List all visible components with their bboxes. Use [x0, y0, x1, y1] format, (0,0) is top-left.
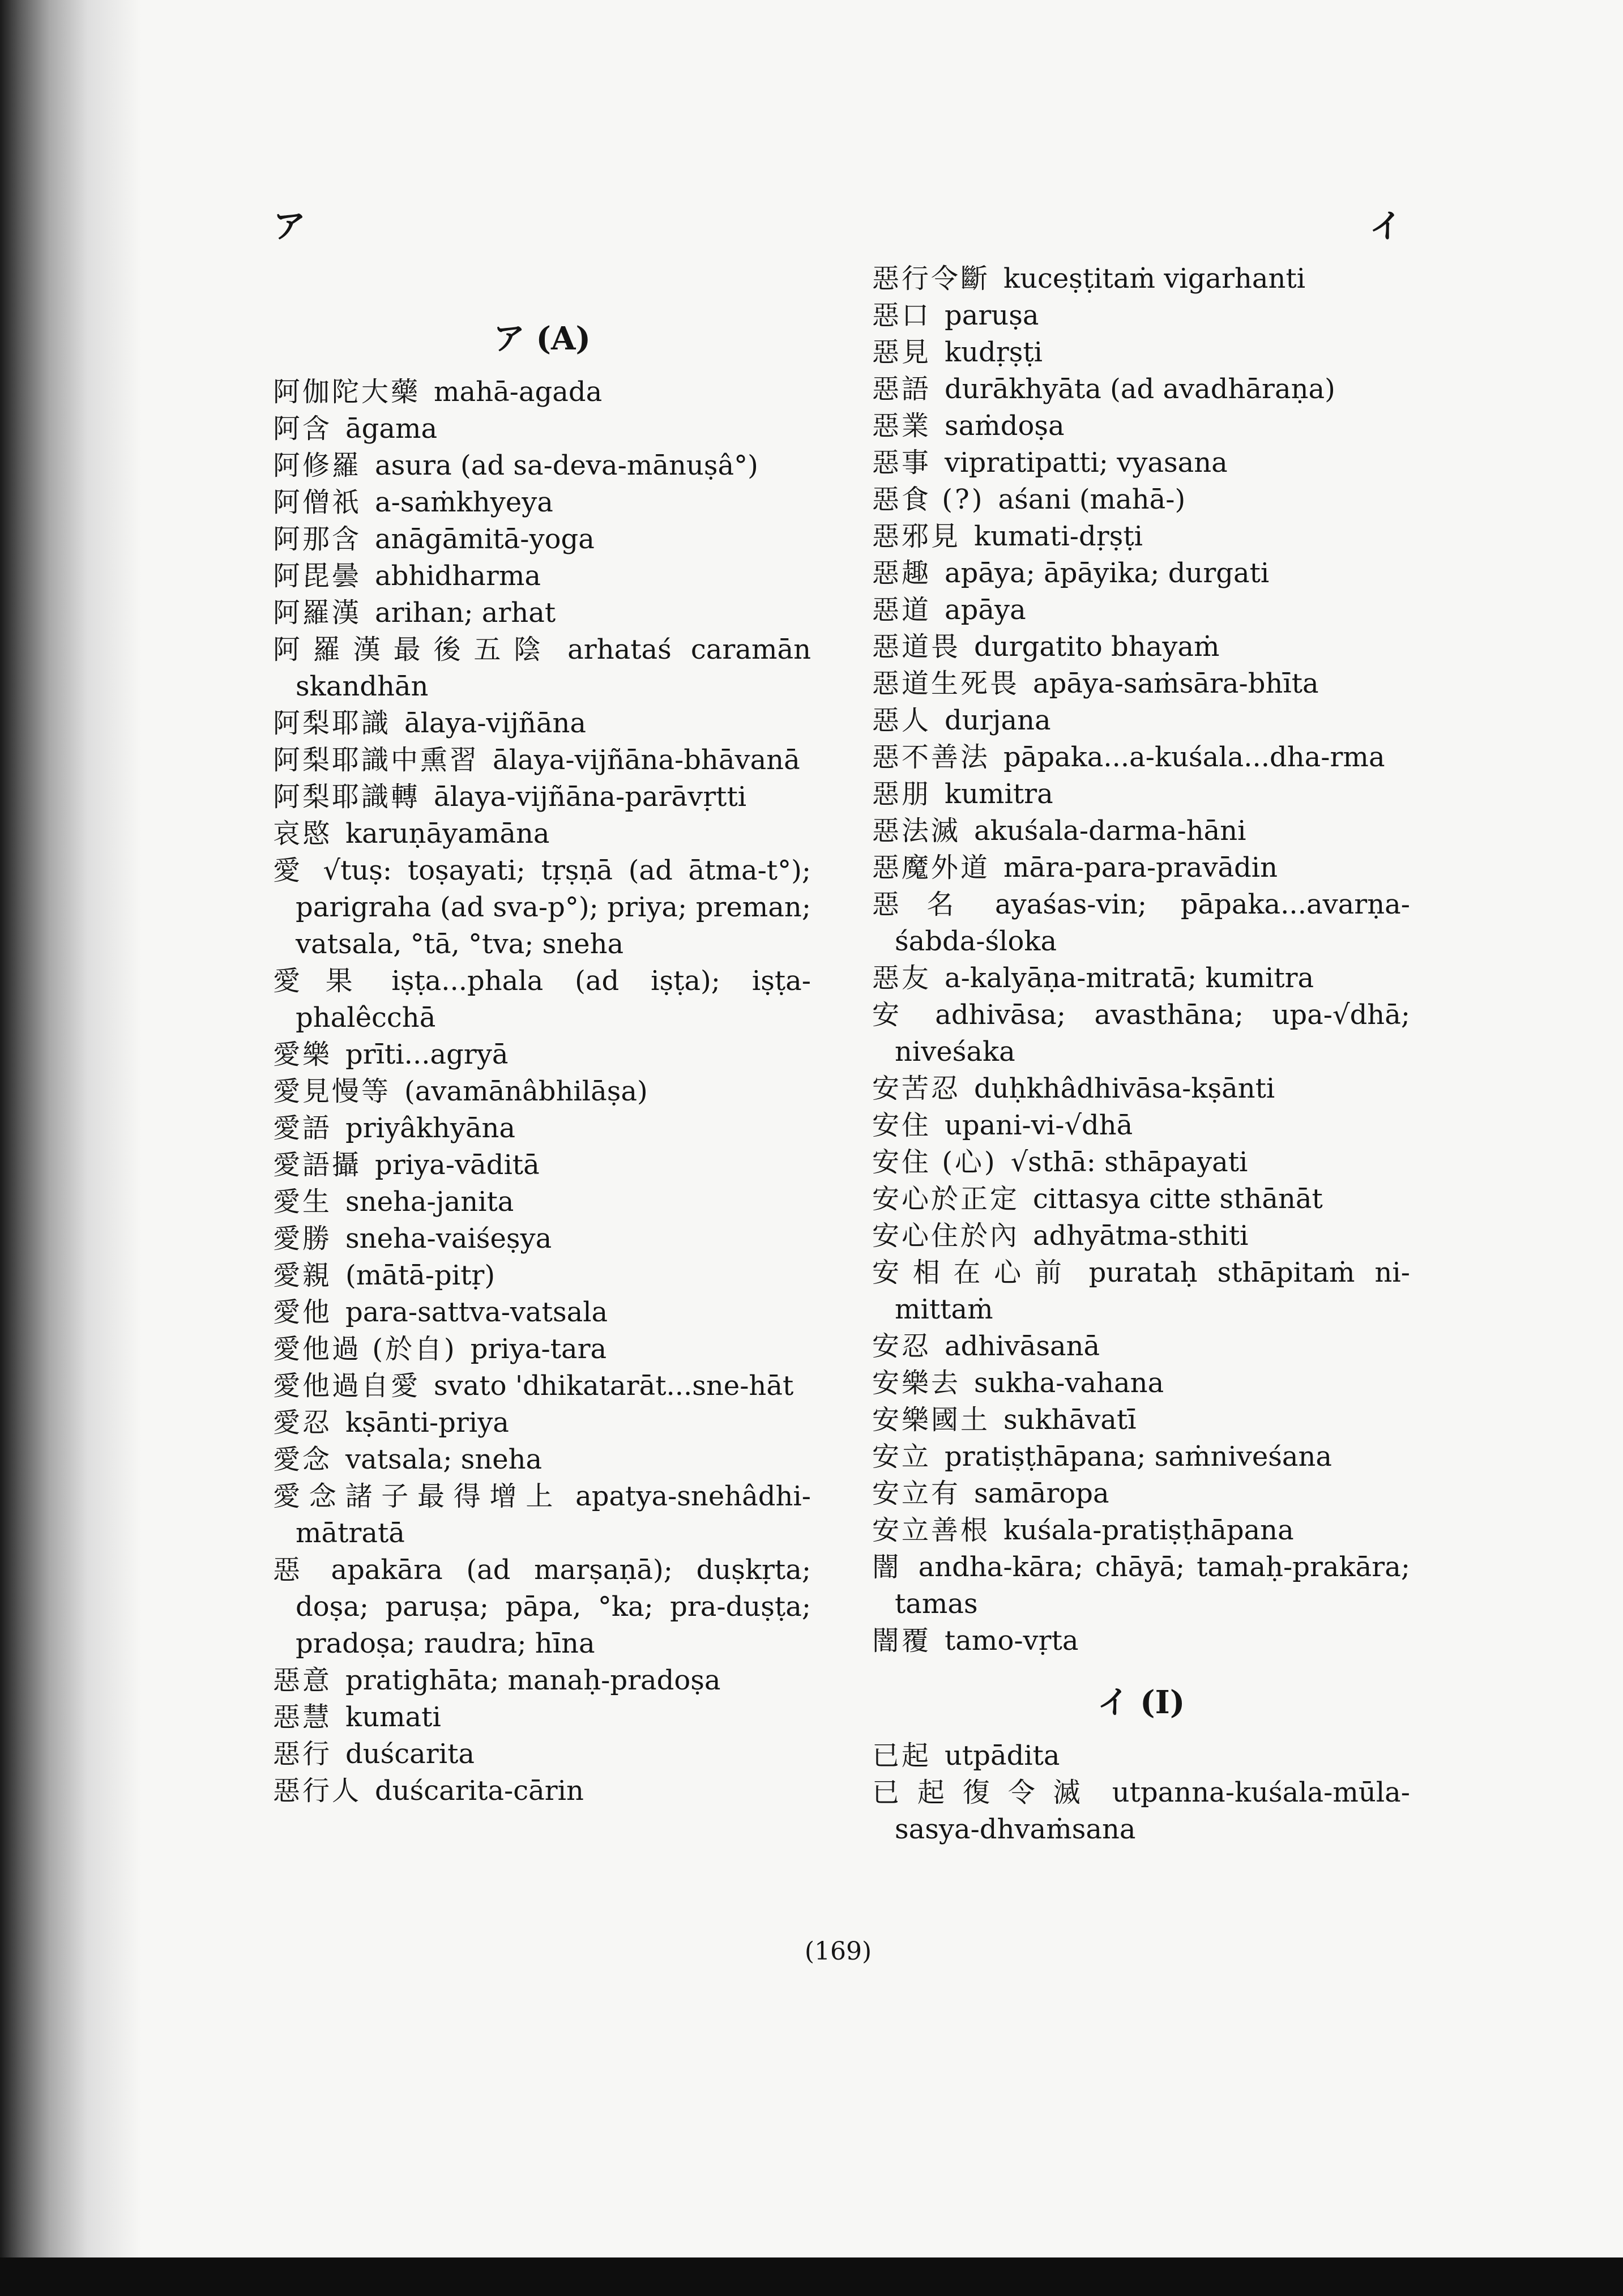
entry-sanskrit: duścarita-cārin [375, 1775, 584, 1807]
entry-headword: 惡行 [273, 1738, 332, 1770]
dictionary-entry [273, 1147, 811, 1184]
dictionary-entry [872, 960, 1410, 997]
dictionary-entry [273, 705, 811, 742]
dictionary-entry [273, 1552, 811, 1662]
entry-headword: 愛念諸子最得增上 [273, 1480, 562, 1512]
entry-sanskrit: vipratipatti; vyasana [945, 447, 1228, 479]
entry-headword: 安心於正定 [872, 1183, 1020, 1215]
entry-sanskrit: priyâkhyāna [345, 1112, 516, 1144]
entry-headword: 愛勝 [273, 1223, 332, 1254]
entry-headword: 愛生 [273, 1186, 332, 1218]
dictionary-entry [273, 411, 811, 447]
entry-headword: 惡不善法 [872, 741, 990, 773]
entry-sanskrit: adhivāsa; avasthāna; upa-√dhā; niveśaka [895, 999, 1410, 1068]
entry-sanskrit: tamo-vṛta [945, 1625, 1079, 1657]
entry-headword: 愛他 [273, 1296, 332, 1328]
dictionary-entry [872, 1512, 1410, 1549]
entry-headword: 惡慧 [273, 1701, 332, 1733]
entry-headword: 阿那含 [273, 523, 362, 555]
entry-sanskrit: asura (ad sa-deva-mānuṣâ°) [375, 450, 758, 481]
entry-sanskrit: andha-kāra; chāyā; tamaḥ-prakāra; tamas [895, 1551, 1410, 1620]
entry-sanskrit: arihan; arhat [375, 597, 556, 629]
entry-sanskrit: kumitra [945, 778, 1053, 810]
entry-headword: 惡業 [872, 410, 932, 442]
running-head-left: ア [273, 207, 306, 245]
dictionary-entry [273, 1073, 811, 1110]
entry-headword: 惡行人 [273, 1775, 362, 1807]
entry-sanskrit: ālaya-vijñāna [404, 707, 586, 739]
dictionary-entry [872, 850, 1410, 886]
dictionary-entry [273, 963, 811, 1036]
entry-sanskrit: kumati [345, 1701, 441, 1733]
dictionary-entry [872, 1623, 1410, 1659]
entry-headword: 惡行令斷 [872, 263, 990, 295]
entry-sanskrit: aśani (mahā-) [998, 484, 1186, 515]
entry-headword: 惡口 [872, 300, 932, 331]
entry-sanskrit: ālaya-vijñāna-bhāvanā [493, 744, 800, 776]
entry-headword: 阿羅漢 [273, 597, 362, 629]
dictionary-entry [273, 1368, 811, 1405]
dictionary-entry [273, 484, 811, 521]
entry-headword: 安住 (心) [872, 1146, 997, 1178]
right-column [872, 261, 1410, 1848]
entry-sanskrit: svato 'dhikatarāt...sne-hāt [434, 1370, 794, 1402]
dictionary-entry [872, 776, 1410, 813]
dictionary-entry [872, 1774, 1410, 1848]
entry-sanskrit: √tuṣ: toṣayati; tṛṣṇā (ad ātma-t°); parigraha (ad sva-p°); priya; preman; vatsala, °tā, °tva; sneha [296, 855, 811, 960]
entry-sanskrit: para-sattva-vatsala [345, 1296, 608, 1328]
entry-sanskrit: ālaya-vijñāna-parāvṛtti [434, 781, 747, 813]
entry-sanskrit: adhyātma-sthiti [1033, 1220, 1249, 1252]
entry-sanskrit: pratiṣṭhāpana; saṁniveśana [945, 1441, 1332, 1473]
entry-sanskrit: mahā-agada [434, 376, 603, 408]
entry-headword: 安 [872, 999, 922, 1031]
entry-headword: 哀愍 [273, 818, 332, 850]
entry-sanskrit: ayaśas-vin; pāpaka...avarṇa-śabda-śloka [895, 889, 1410, 957]
entry-sanskrit: cittasya citte sthānāt [1033, 1183, 1323, 1215]
dictionary-entry [872, 408, 1410, 445]
entry-sanskrit: priya-vāditā [375, 1149, 540, 1181]
dictionary-entry [872, 1365, 1410, 1402]
dictionary-entry [273, 1478, 811, 1552]
entry-sanskrit: abhidharma [375, 560, 541, 592]
entry-sanskrit: durgatito bhayaṁ [974, 631, 1220, 663]
entry-headword: 安住 [872, 1109, 932, 1141]
dictionary-entry [872, 1475, 1410, 1512]
dictionary-entry [273, 631, 811, 705]
entry-headword: 安心住於內 [872, 1220, 1020, 1252]
entry-sanskrit: utpanna-kuśala-mūla-sasya-dhvaṁsana [895, 1777, 1410, 1845]
entry-sanskrit: pratighāta; manaḥ-pradoṣa [345, 1665, 721, 1696]
dictionary-entry [872, 813, 1410, 850]
entry-sanskrit: adhivāsanā [945, 1330, 1100, 1362]
dictionary-entry [872, 1254, 1410, 1328]
dictionary-entry [872, 1181, 1410, 1218]
entry-headword: 愛果 [273, 965, 378, 997]
dictionary-entry [872, 1328, 1410, 1365]
entry-sanskrit: apāya; āpāyika; durgati [945, 557, 1270, 589]
dictionary-entry [273, 1036, 811, 1073]
entry-headword: 阿含 [273, 413, 332, 445]
entry-headword: 安樂去 [872, 1367, 961, 1399]
section-heading-a: ア (A) [493, 320, 591, 357]
entry-headword: 愛他過 (於自) [273, 1333, 457, 1365]
entry-headword: 惡 [273, 1554, 318, 1586]
entry-headword: 惡人 [872, 705, 932, 736]
entry-sanskrit: akuśala-darma-hāni [974, 815, 1246, 847]
entry-headword: 安相在心前 [872, 1257, 1075, 1288]
entry-sanskrit: a-kalyāṇa-mitratā; kumitra [945, 962, 1314, 994]
dictionary-entry [872, 445, 1410, 481]
dictionary-entry [872, 1144, 1410, 1181]
dictionary-entry [872, 592, 1410, 629]
entry-headword: 阿僧祇 [273, 486, 362, 518]
dictionary-entry [872, 518, 1410, 555]
entry-headword: 惡意 [273, 1665, 332, 1696]
entry-sanskrit: saṁdoṣa [945, 410, 1065, 442]
entry-sanskrit: sukha-vahana [974, 1367, 1164, 1399]
entry-sanskrit: kṣānti-priya [345, 1407, 509, 1439]
dictionary-entry [273, 852, 811, 963]
entry-headword: 惡事 [872, 447, 932, 479]
entry-sanskrit: karuṇāyamāna [345, 818, 550, 850]
entry-headword: 愛忍 [273, 1407, 332, 1439]
dictionary-entry [273, 1441, 811, 1478]
entry-sanskrit: apāya-saṁsāra-bhīta [1033, 668, 1319, 699]
dictionary-entry [273, 1110, 811, 1147]
running-head-right: イ [1369, 207, 1403, 245]
dictionary-entry [872, 702, 1410, 739]
dictionary-entry [273, 1662, 811, 1699]
entry-headword: 阿羅漢最後五陰 [273, 634, 554, 665]
entry-sanskrit: (mātā-pitṛ) [345, 1260, 496, 1291]
entry-headword: 惡見 [872, 336, 932, 368]
dictionary-entry [872, 297, 1410, 334]
entry-headword: 安立有 [872, 1478, 961, 1509]
dictionary-entry [872, 1738, 1410, 1774]
entry-sanskrit: kudṛṣṭi [945, 336, 1043, 368]
dictionary-entry [273, 1184, 811, 1220]
entry-headword: 阿梨耶識轉 [273, 781, 421, 813]
dictionary-entry [872, 371, 1410, 408]
section-heading-i: イ (I) [1097, 1684, 1185, 1721]
entry-sanskrit: samāropa [974, 1478, 1109, 1509]
entry-sanskrit: apāya [945, 594, 1026, 626]
dictionary-entry [872, 1549, 1410, 1623]
entry-sanskrit: durjana [945, 705, 1051, 736]
entry-sanskrit: iṣṭa...phala (ad iṣṭa); iṣṭa-phalêcchā [296, 965, 811, 1034]
dictionary-entry [872, 1439, 1410, 1475]
entry-headword: 惡法滅 [872, 815, 961, 847]
dictionary-entry [872, 1402, 1410, 1439]
dictionary-entry [872, 1218, 1410, 1254]
entry-headword: 愛親 [273, 1260, 332, 1291]
entry-headword: 惡名 [872, 889, 982, 920]
dictionary-entry [273, 595, 811, 631]
dictionary-entry [273, 779, 811, 816]
entry-headword: 闇覆 [872, 1625, 932, 1657]
dictionary-entry [872, 739, 1410, 776]
dictionary-entry [273, 1699, 811, 1736]
entry-headword: 闇 [872, 1551, 905, 1583]
entry-headword: 惡友 [872, 962, 932, 994]
entry-sanskrit: √sthā: sthāpayati [1010, 1146, 1248, 1178]
entry-headword: 愛他過自愛 [273, 1370, 421, 1402]
dictionary-entry [872, 997, 1410, 1070]
entry-sanskrit: paruṣa [945, 300, 1039, 331]
dictionary-entry [273, 521, 811, 558]
entry-headword: 惡趣 [872, 557, 932, 589]
dictionary-entry [872, 481, 1410, 518]
entry-sanskrit: arhataś caramān skandhān [296, 634, 811, 702]
entry-sanskrit: kuceṣṭitaṁ vigarhanti [1003, 263, 1306, 295]
section-i-entry-list [872, 1738, 1410, 1848]
entry-headword: 惡道畏 [872, 631, 961, 663]
entry-sanskrit: purataḥ sthāpitaṁ ni-mittaṁ [895, 1257, 1410, 1325]
entry-sanskrit: duḥkhâdhivāsa-kṣānti [974, 1073, 1275, 1104]
entry-headword: 安立 [872, 1441, 932, 1473]
dictionary-entry [872, 665, 1410, 702]
dictionary-entry [273, 816, 811, 852]
dictionary-entry [872, 886, 1410, 960]
entry-headword: 惡邪見 [872, 520, 961, 552]
entry-headword: 惡道生死畏 [872, 668, 1020, 699]
entry-headword: 已起 [872, 1740, 932, 1772]
entry-headword: 愛見慢等 [273, 1076, 391, 1107]
left-column [273, 374, 811, 1810]
entry-headword: 惡食 (?) [872, 484, 985, 515]
dictionary-entry [273, 1294, 811, 1331]
entry-headword: 愛 [273, 855, 310, 886]
entry-headword: 安忍 [872, 1330, 932, 1362]
entry-headword: 阿梨耶識 [273, 707, 391, 739]
entry-sanskrit: sneha-janita [345, 1186, 514, 1218]
entry-sanskrit: duścarita [345, 1738, 475, 1770]
dictionary-entry [273, 558, 811, 595]
dictionary-entry [273, 1773, 811, 1810]
scan-bottom-edge [0, 2257, 1623, 2296]
entry-sanskrit: anāgāmitā-yoga [375, 523, 595, 555]
entry-headword: 阿梨耶識中熏習 [273, 744, 480, 776]
entry-sanskrit: apakāra (ad marṣaṇā); duṣkṛta; doṣa; paruṣa; pāpa, °ka; pra-duṣṭa; pradoṣa; raudra; hīna [296, 1554, 811, 1659]
dictionary-entry [273, 374, 811, 411]
entry-headword: 阿修羅 [273, 450, 362, 481]
entry-sanskrit: māra-para-pravādin [1003, 852, 1278, 884]
dictionary-entry [273, 447, 811, 484]
entry-sanskrit: sneha-vaiśeṣya [345, 1223, 552, 1254]
entry-headword: 已起復令滅 [872, 1777, 1099, 1808]
entry-headword: 阿毘曇 [273, 560, 362, 592]
page-number: (169) [804, 1937, 872, 1966]
entry-sanskrit: (avamānâbhilāṣa) [404, 1076, 648, 1107]
entry-sanskrit: a-saṁkhyeya [375, 486, 553, 518]
entry-sanskrit: sukhāvatī [1003, 1404, 1137, 1436]
dictionary-entry [872, 1070, 1410, 1107]
entry-headword: 惡語 [872, 373, 932, 405]
entry-headword: 安立善根 [872, 1514, 990, 1546]
entry-headword: 愛語 [273, 1112, 332, 1144]
entry-sanskrit: utpādita [945, 1740, 1060, 1772]
entry-headword: 惡朋 [872, 778, 932, 810]
dictionary-entry [273, 1405, 811, 1441]
entry-headword: 愛語攝 [273, 1149, 362, 1181]
dictionary-entry [872, 555, 1410, 592]
entry-sanskrit: kumati-dṛṣṭi [974, 520, 1143, 552]
right-entry-list [872, 261, 1410, 1659]
entry-sanskrit: apatya-snehâdhi-mātratā [296, 1480, 811, 1549]
entry-sanskrit: priya-tara [470, 1333, 607, 1365]
entry-sanskrit: durākhyāta (ad avadhāraṇa) [945, 373, 1335, 405]
dictionary-entry [872, 334, 1410, 371]
dictionary-entry [273, 1736, 811, 1773]
entry-sanskrit: kuśala-pratiṣṭhāpana [1003, 1514, 1294, 1546]
dictionary-entry [273, 1331, 811, 1368]
dictionary-entry [872, 629, 1410, 665]
dictionary-entry [273, 742, 811, 779]
entry-sanskrit: upani-vi-√dhā [945, 1109, 1133, 1141]
entry-sanskrit: āgama [345, 413, 438, 445]
entry-headword: 阿伽陀大藥 [273, 376, 421, 408]
entry-headword: 愛念 [273, 1444, 332, 1475]
entry-headword: 安樂國土 [872, 1404, 990, 1436]
entry-headword: 惡道 [872, 594, 932, 626]
dictionary-entry [872, 1107, 1410, 1144]
entry-headword: 愛樂 [273, 1039, 332, 1070]
dictionary-entry [872, 261, 1410, 297]
entry-headword: 惡魔外道 [872, 852, 990, 884]
dictionary-entry [273, 1257, 811, 1294]
entry-sanskrit: pāpaka...a-kuśala...dha-rma [1003, 741, 1385, 773]
dictionary-entry [273, 1220, 811, 1257]
entry-sanskrit: prīti...agryā [345, 1039, 509, 1070]
entry-sanskrit: vatsala; sneha [345, 1444, 543, 1475]
scan-shadow [0, 0, 142, 2296]
entry-headword: 安苦忍 [872, 1073, 961, 1104]
